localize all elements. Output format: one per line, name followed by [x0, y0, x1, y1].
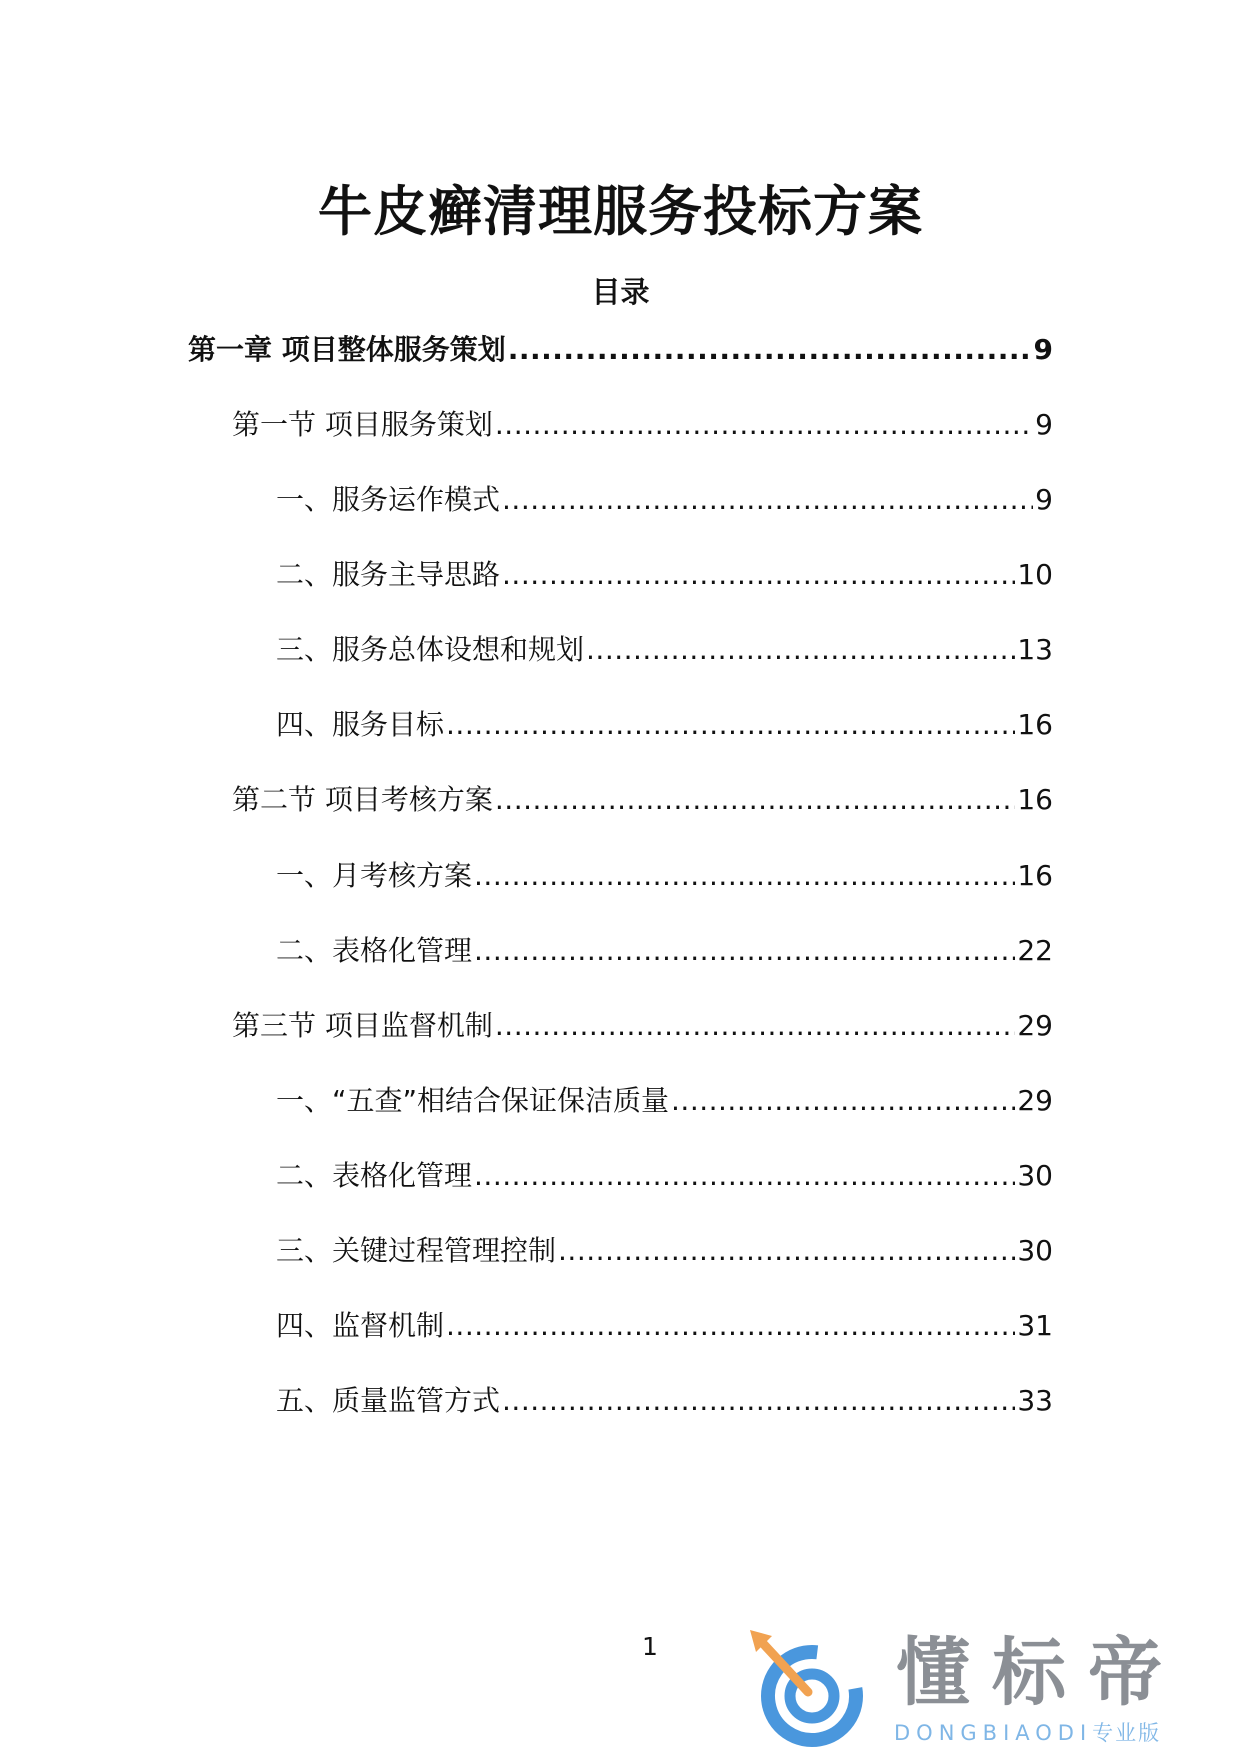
- toc-entry[interactable]: [232, 405, 1053, 445]
- toc-entry-label: 第二节 项目考核方案: [232, 783, 493, 816]
- toc-entry[interactable]: [188, 330, 1053, 370]
- toc-entry[interactable]: [276, 555, 1053, 595]
- toc-entry-page: 9: [1035, 408, 1053, 441]
- toc-entry-page: 16: [1017, 859, 1053, 892]
- toc-leader-dots: [495, 405, 1033, 445]
- toc-entry-label: 五、质量监管方式: [276, 1384, 501, 1417]
- toc-entry-page: 30: [1017, 1159, 1053, 1192]
- toc-entry-label: 一、服务运作模式: [276, 483, 501, 516]
- toc-entry-page: 16: [1017, 783, 1053, 816]
- toc-entry-page: 33: [1017, 1384, 1053, 1417]
- watermark-brand: 懂标帝: [896, 1630, 1184, 1716]
- toc-leader-dots: [508, 330, 1032, 370]
- toc-leader-dots: [502, 480, 1033, 520]
- toc-leader-dots: [558, 1231, 1015, 1271]
- toc-entry-page: 9: [1035, 483, 1053, 516]
- toc-leader-dots: [446, 705, 1015, 745]
- toc-leader-dots: [474, 931, 1015, 971]
- toc-leader-dots: [502, 555, 1015, 595]
- toc-entry[interactable]: [276, 1231, 1053, 1271]
- toc-entry[interactable]: [276, 856, 1053, 896]
- toc-leader-dots: [586, 630, 1015, 670]
- toc-entry-label: 二、服务主导思路: [276, 558, 501, 591]
- toc-entry-label: 二、表格化管理: [276, 934, 473, 967]
- toc-leader-dots: [495, 1006, 1015, 1046]
- toc-entry-label: 一、“五查”相结合保证保洁质量: [276, 1084, 670, 1117]
- toc-entry-label: 三、服务总体设想和规划: [276, 633, 585, 666]
- toc-leader-dots: [474, 1156, 1015, 1196]
- toc-entry[interactable]: [276, 480, 1053, 520]
- toc-entry[interactable]: [276, 931, 1053, 971]
- watermark-latin: DONGBIAODI: [894, 1721, 1093, 1745]
- toc-entry-label: 二、表格化管理: [276, 1159, 473, 1192]
- toc-leader-dots: [474, 856, 1015, 896]
- toc-entry-page: 10: [1017, 558, 1053, 591]
- toc-entry-label: 第一章 项目整体服务策划: [188, 333, 506, 366]
- toc-entry-page: 30: [1017, 1234, 1053, 1267]
- toc-entry-page: 22: [1017, 934, 1053, 967]
- page-number: 1: [642, 1632, 658, 1661]
- toc-entry-page: 9: [1033, 333, 1053, 366]
- toc-leader-dots: [671, 1081, 1015, 1121]
- toc-entry[interactable]: [276, 1081, 1053, 1121]
- toc-entry-label: 四、服务目标: [276, 708, 445, 741]
- toc-entry-page: 31: [1017, 1309, 1053, 1342]
- toc-entry[interactable]: [276, 1306, 1053, 1346]
- watermark-subtitle: [894, 1720, 1161, 1746]
- toc-entry[interactable]: [232, 1006, 1053, 1046]
- toc-entry-page: 29: [1017, 1084, 1053, 1117]
- toc-entry-label: 第三节 项目监督机制: [232, 1009, 493, 1042]
- toc-entry[interactable]: [276, 705, 1053, 745]
- toc-entry-label: 三、关键过程管理控制: [276, 1234, 557, 1267]
- toc-entry[interactable]: [276, 1156, 1053, 1196]
- toc-entry[interactable]: [232, 780, 1053, 820]
- toc-entry-label: 四、监督机制: [276, 1309, 445, 1342]
- toc-leader-dots: [502, 1381, 1015, 1421]
- document-title: 牛皮癣清理服务投标方案: [318, 180, 923, 243]
- toc-entry[interactable]: [276, 630, 1053, 670]
- toc-entry-page: 29: [1017, 1009, 1053, 1042]
- toc-heading: 目录: [591, 275, 650, 309]
- toc-leader-dots: [446, 1306, 1015, 1346]
- watermark-edition: 专业版: [1092, 1721, 1162, 1745]
- target-arrow-icon: [744, 1628, 870, 1748]
- toc-entry-label: 一、月考核方案: [276, 859, 473, 892]
- watermark: [744, 1628, 1234, 1748]
- toc-entry-page: 13: [1017, 633, 1053, 666]
- toc-entry-label: 第一节 项目服务策划: [232, 408, 493, 441]
- toc-entry-page: 16: [1017, 708, 1053, 741]
- toc-leader-dots: [495, 780, 1015, 820]
- toc-entry[interactable]: [276, 1381, 1053, 1421]
